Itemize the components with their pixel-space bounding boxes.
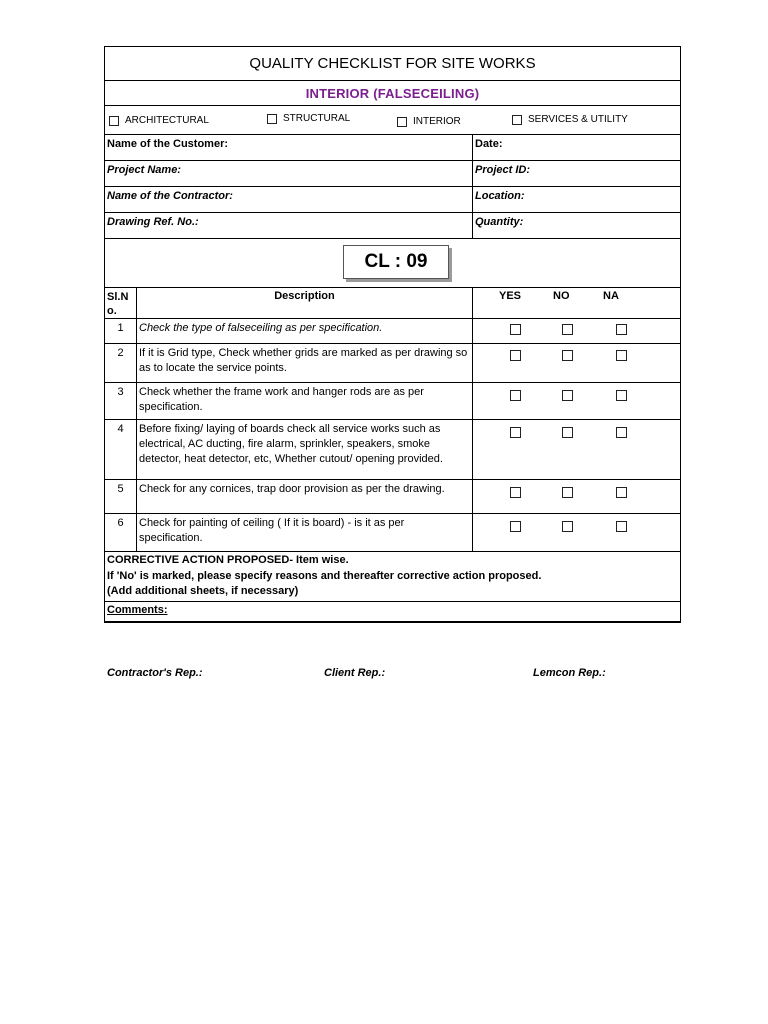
- options-header: [473, 288, 680, 318]
- checklist-frame: [104, 46, 681, 623]
- page-subtitle: INTERIOR (FALSECEILING): [105, 81, 680, 106]
- comments-label: Comments:: [107, 603, 168, 616]
- table-row: [105, 420, 680, 480]
- row-description: Before fixing/ laying of boards check all service works such as electrical, AC ducting, fire alarm, sprinkler, speakers, smoke detector, heat detector, etc, Whether cutout/ opening provided.: [137, 420, 473, 479]
- project-id-field[interactable]: Project ID:: [475, 164, 531, 176]
- checklist-sheet: [104, 46, 681, 623]
- row-number: 5: [105, 480, 137, 513]
- no-checkbox[interactable]: [562, 521, 573, 532]
- na-checkbox[interactable]: [616, 487, 627, 498]
- corrective-action: [105, 552, 680, 602]
- yes-checkbox[interactable]: [510, 390, 521, 401]
- na-checkbox[interactable]: [616, 350, 627, 361]
- na-checkbox[interactable]: [616, 521, 627, 532]
- row-options: [473, 480, 680, 513]
- category-structural[interactable]: [267, 113, 350, 124]
- na-checkbox[interactable]: [616, 427, 627, 438]
- category-services[interactable]: [512, 114, 628, 125]
- no-header: NO: [553, 290, 570, 302]
- table-row: [105, 344, 680, 383]
- project-name-field[interactable]: Project Name:: [105, 161, 473, 186]
- category-label: SERVICES & UTILITY: [528, 114, 628, 125]
- contractor-field[interactable]: Name of the Contractor:: [105, 187, 473, 212]
- client-signature: Client Rep.:: [324, 667, 386, 679]
- row-number: 4: [105, 420, 137, 479]
- no-checkbox[interactable]: [562, 390, 573, 401]
- no-checkbox[interactable]: [562, 427, 573, 438]
- page-title: QUALITY CHECKLIST FOR SITE WORKS: [105, 47, 680, 81]
- na-checkbox[interactable]: [616, 324, 627, 335]
- checklist-code-row: [105, 239, 680, 288]
- yes-checkbox[interactable]: [510, 521, 521, 532]
- row-options: [473, 420, 680, 479]
- checkbox-icon[interactable]: [512, 115, 522, 125]
- no-checkbox[interactable]: [562, 487, 573, 498]
- checklist-code: CL : 09: [343, 245, 449, 279]
- table-row: [105, 383, 680, 420]
- corrective-line: (Add additional sheets, if necessary): [107, 585, 299, 597]
- row-number: 6: [105, 514, 137, 551]
- row-options: [473, 319, 680, 343]
- info-row-customer: [105, 135, 680, 161]
- date-field[interactable]: Date:: [475, 138, 503, 150]
- category-label: ARCHITECTURAL: [125, 115, 209, 126]
- no-checkbox[interactable]: [562, 350, 573, 361]
- category-label: STRUCTURAL: [283, 113, 351, 124]
- location-field[interactable]: Location:: [475, 190, 525, 202]
- category-label: INTERIOR: [413, 116, 461, 127]
- category-row: [105, 106, 680, 135]
- category-interior[interactable]: [397, 116, 461, 127]
- checkbox-icon[interactable]: [267, 114, 277, 124]
- row-options: [473, 344, 680, 382]
- drawing-ref-field[interactable]: Drawing Ref. No.:: [105, 213, 473, 238]
- category-architectural[interactable]: [109, 115, 209, 126]
- info-row-drawing: [105, 213, 680, 239]
- yes-checkbox[interactable]: [510, 487, 521, 498]
- row-options: [473, 514, 680, 551]
- na-header: NA: [603, 290, 619, 302]
- yes-checkbox[interactable]: [510, 324, 521, 335]
- row-options: [473, 383, 680, 419]
- row-number: 3: [105, 383, 137, 419]
- comments-field[interactable]: [105, 602, 680, 621]
- corrective-line: If 'No' is marked, please specify reasons and thereafter corrective action proposed.: [107, 569, 542, 582]
- customer-field[interactable]: Name of the Customer:: [105, 135, 473, 160]
- quantity-field[interactable]: Quantity:: [475, 216, 524, 228]
- yes-header: YES: [499, 290, 522, 302]
- table-header: [105, 288, 680, 319]
- row-number: 1: [105, 319, 137, 343]
- yes-checkbox[interactable]: [510, 427, 521, 438]
- contractor-signature: Contractor's Rep.:: [107, 667, 203, 679]
- row-description: If it is Grid type, Check whether grids are marked as per drawing so as to locate the service points.: [137, 344, 473, 382]
- row-description: Check for painting of ceiling ( If it is board) - is it as per specification.: [137, 514, 473, 551]
- description-header: Description: [137, 288, 473, 318]
- checkbox-icon[interactable]: [109, 116, 119, 126]
- yes-checkbox[interactable]: [510, 350, 521, 361]
- table-row: [105, 480, 680, 514]
- checkbox-icon[interactable]: [397, 117, 407, 127]
- row-description: Check for any cornices, trap door provision as per the drawing.: [137, 480, 473, 513]
- corrective-line: CORRECTIVE ACTION PROPOSED- Item wise.: [107, 554, 349, 566]
- table-row: [105, 319, 680, 344]
- info-row-contractor: [105, 187, 680, 213]
- row-description: Check whether the frame work and hanger rods are as per specification.: [137, 383, 473, 419]
- sl-header: Sl.N o.: [105, 288, 137, 318]
- table-row: [105, 514, 680, 552]
- row-number: 2: [105, 344, 137, 382]
- lemcon-signature: Lemcon Rep.:: [533, 667, 606, 679]
- na-checkbox[interactable]: [616, 390, 627, 401]
- row-description: Check the type of falseceiling as per specification.: [137, 319, 473, 343]
- no-checkbox[interactable]: [562, 324, 573, 335]
- info-row-project: [105, 161, 680, 187]
